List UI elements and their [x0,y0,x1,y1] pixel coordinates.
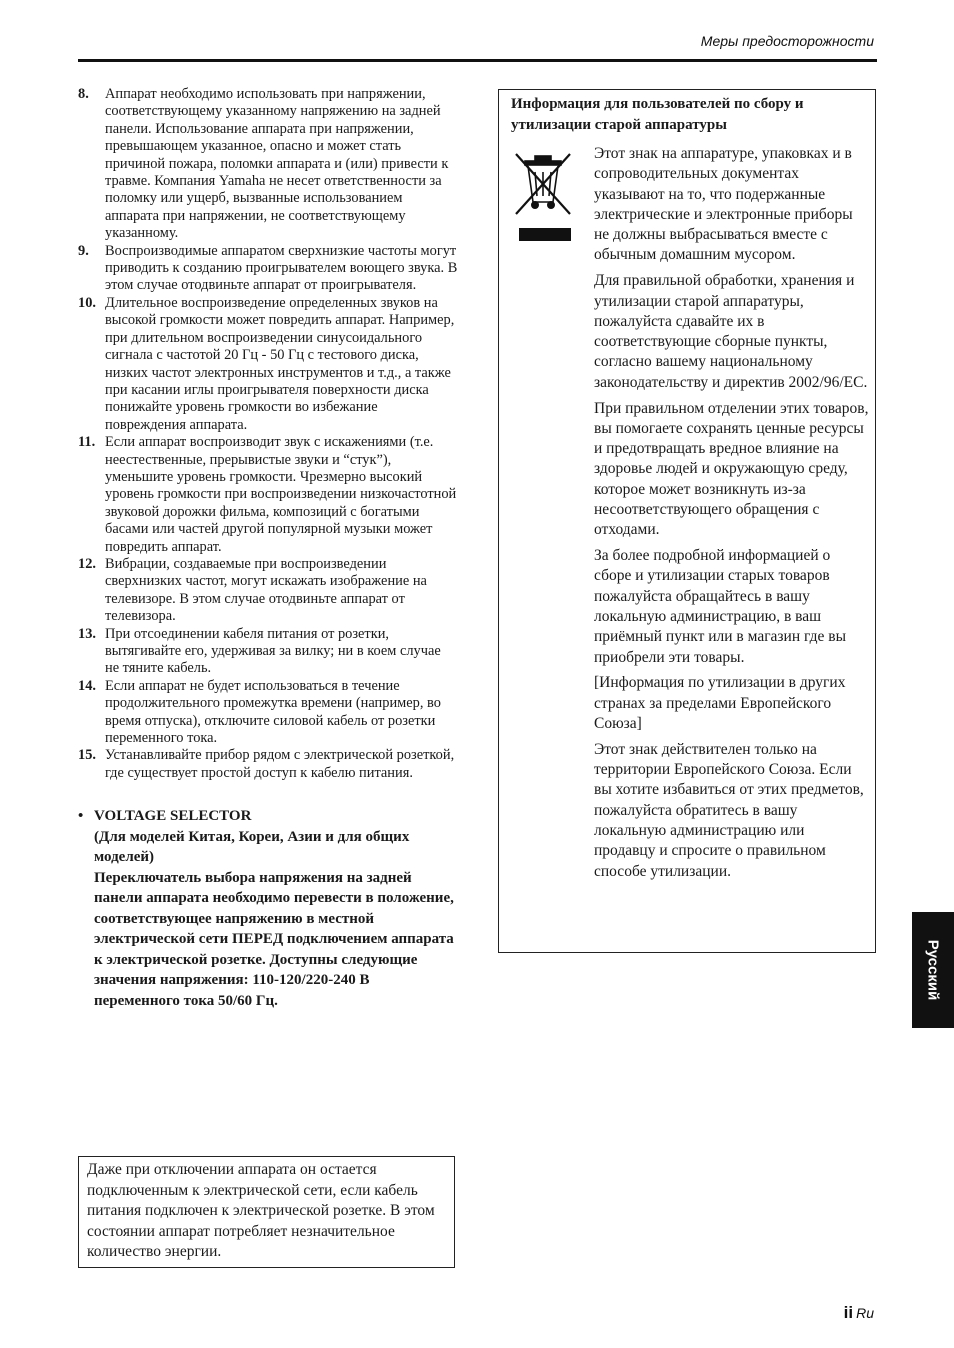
disposal-info-box [498,89,876,953]
disposal-paragraph: При правильном отделении этих товаров, вы помогаете сохранять ценные ресурсы и предотвращать вредное влияние на здоровье людей и окружающую среду, которое может возникнуть из-за несоответствующего обращения с отходами. [594,399,869,539]
language-tab-label: Русский [924,939,942,1001]
item-number: 12. [78,555,96,572]
list-item [78,434,458,556]
item-text: Вибрации, создаваемые при воспроизведении сверхнизких частот, могут искажать изображение на телевизоре. В этом случае отодвиньте аппарат от телевизора. [105,555,427,625]
item-text: При отсоединении кабеля питания от розетки, вытягивайте его, удерживая за вилку; ни в коем случае не тяните кабель. [105,625,441,677]
language-tab [912,912,954,1028]
item-number: 15. [78,747,96,764]
disposal-paragraph: Этот знак действителен только на территории Европейского Союза. Если вы хотите избавиться от этих предметов, пожалуйста обратитесь в вашу локальную администрацию или продавцу и спросите о правильном способе утилизации. [594,740,864,880]
list-item [78,295,458,434]
item-number: 13. [78,625,96,642]
item-number: 8. [78,86,89,102]
item-text: Длительное воспроизведение определенных звуков на высокой громкости может повредить аппарат. Например, при длительном воспроизведении синусоидального сигнала с частотой 20 Гц - 50 Гц с тестового диска, низких частот электронных инструментов и т.д., а также при касании иглы проигрывателя поверхности диска понижайте уровень громкости во избежание повреждения аппарата. [105,294,455,433]
page-number [844,1303,874,1323]
voltage-text [94,806,458,1011]
standby-power-note: Даже при отключении аппарата он остается подключенным к электрической сети, если кабель питания подключен к электрической розетке. В этом состоянии аппарат потребляет незначительное количество энергии. [78,1156,455,1268]
item-number: 9. [78,242,89,259]
disposal-text [594,144,869,887]
voltage-models: (Для моделей Китая, Кореи, Азии и для общих моделей) [94,828,410,866]
bullet-mark: • [78,808,84,825]
item-text: Устанавливайте прибор рядом с электрической розеткой, где существует простой доступ к кабелю питания. [105,747,455,781]
list-item [78,678,458,748]
list-item [78,243,458,295]
item-text: Аппарат необходимо использовать при напряжении, соответствующему указанному напряжению на задней панели. Использование аппарата при напряжении, превышающем указанное, опасно и может стать причиной пожара, поломки аппарата и (или) привести к травме. Компания Yamaha не несет ответственности за поломку или ущерб, вызванные использованием аппарата при напряжении, не соответствующему указанному. [105,86,449,242]
disposal-paragraph: [Информация по утилизации в других странах за пределами Европейского Союза] [594,674,846,733]
list-item [78,747,458,782]
voltage-selector-note [78,806,458,1011]
page-header-title: Меры предосторожности [700,33,874,49]
left-column [78,86,458,1011]
list-item [78,86,458,243]
item-text: Если аппарат воспроизводит звук с искажениями (т.е. неестественные, прерывистые звуки и “стук”), уменьшите уровень громкости. Чрезмерно высокий уровень громкости при воспроизведении низкочастотной звуковой дорожки фильма, композиций с богатыми басами или частей другой популярной музыки может повредить аппарат. [105,434,457,555]
page-language-code: Ru [856,1305,874,1321]
item-text: Если аппарат не будет использоваться в течение продолжительного промежутка времени (например, во время отпуска), отключите силовой кабель от розетки переменного тока. [105,677,441,747]
precautions-list [78,86,458,782]
item-number: 11. [78,434,96,451]
disposal-title: Информация для пользователей по сбору и утилизации старой аппаратуры [511,96,804,133]
page-number-value: ii [843,1303,854,1322]
voltage-heading: VOLTAGE SELECTOR [94,808,252,825]
disposal-paragraph: За более подробной информацией о сборе и утилизации старых товаров пожалуйста обращайтесь в вашу локальную администрацию, в ваш приёмный пункт или в магазин где вы приобрели эти товары. [594,547,846,666]
header-rule [78,59,877,62]
disposal-paragraph: Этот знак на аппаратуре, упаковках и в сопроводительных документах указывают на то, что подержанные электрические и электронные приборы не должны выбрасываться вместе с обычным домашним мусором. [594,145,853,264]
voltage-body: Переключатель выбора напряжения на задней панели аппарата необходимо перевести в положение, соответствующее напряжению в местной электрической сети ПЕРЕД подключением аппарата к электрической розетке. Доступны следующие значения напряжения: 110-120/220-240 В переменного тока 50/60 Гц. [94,869,454,1009]
item-number: 14. [78,677,96,694]
crossed-out-wheelie-bin-icon [513,152,573,244]
list-item [78,626,458,678]
item-number: 10. [78,294,96,311]
disposal-paragraph: Для правильной обработки, хранения и утилизации старой аппаратуры, пожалуйста сдавайте их в соответствующие сборные пункты, согласно вашему национальному законодательству и директив 2002/96/EC. [594,272,868,391]
item-text: Воспроизводимые аппаратом сверхнизкие частоты могут приводить к созданию проигрывателем воющего звука. В этом случае отодвиньте аппарат от проигрывателя. [105,242,458,294]
list-item [78,556,458,626]
